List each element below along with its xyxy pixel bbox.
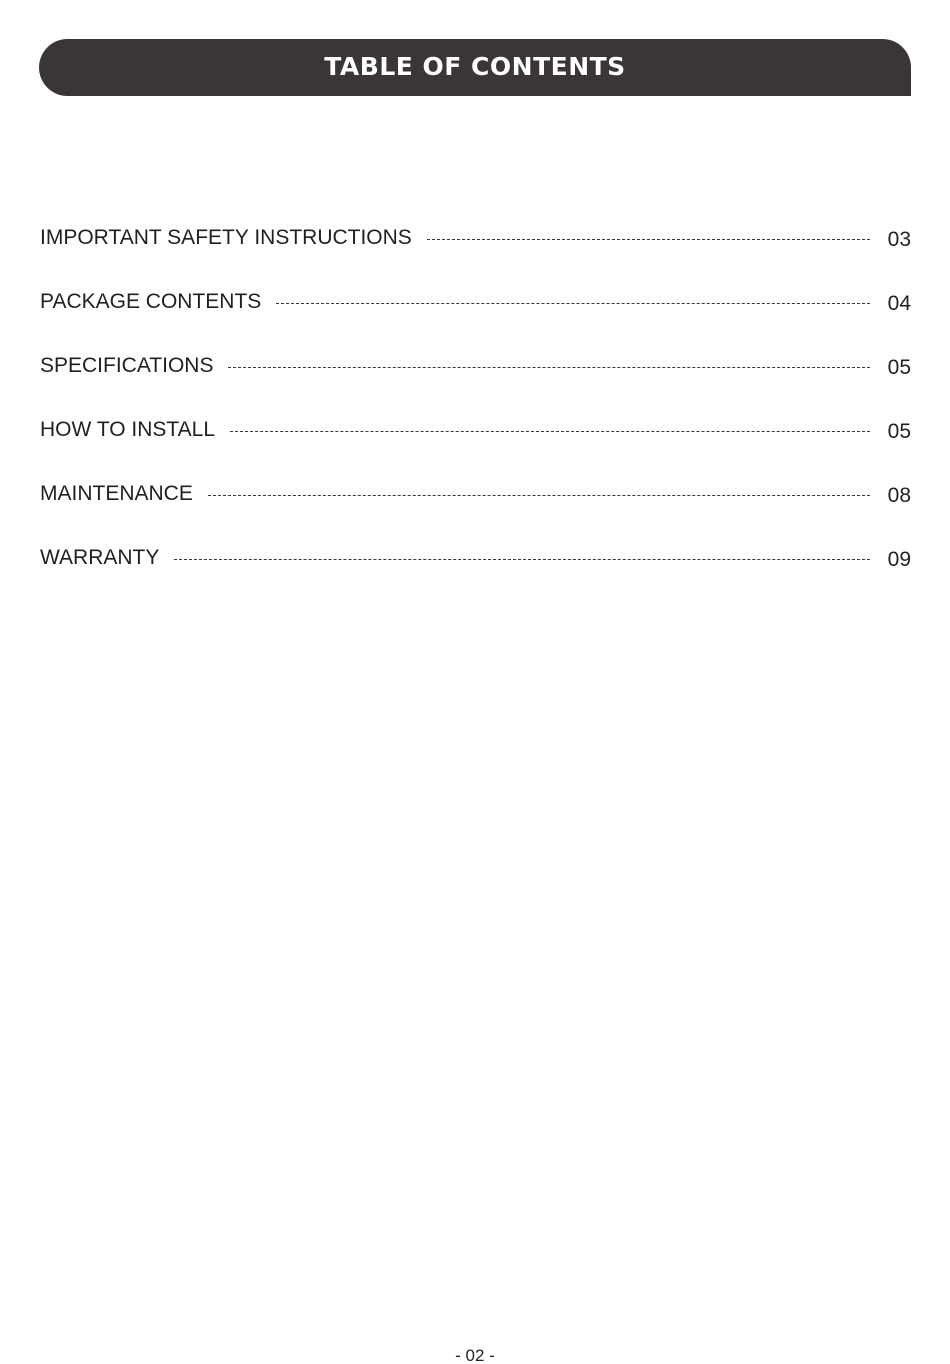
toc-entry[interactable]	[40, 254, 911, 318]
toc-header-bar	[39, 39, 911, 96]
toc-entry-label: PACKAGE CONTENTS	[40, 290, 262, 313]
page-title: TABLE OF CONTENTS	[324, 52, 626, 81]
footer-page-number: - 02 -	[455, 1346, 495, 1364]
toc-entry[interactable]	[40, 446, 911, 510]
toc-entry[interactable]	[40, 222, 911, 254]
toc-entry-page: 05	[887, 356, 911, 379]
toc-entry-page: 05	[887, 420, 911, 443]
toc-dot-leader	[228, 367, 870, 368]
toc-entry[interactable]	[40, 318, 911, 382]
toc-dot-leader	[230, 431, 870, 432]
toc-entry-label: HOW TO INSTALL	[40, 418, 216, 441]
toc-dot-leader	[208, 495, 870, 496]
toc-entry-label: WARRANTY	[40, 546, 160, 569]
toc-dot-leader	[174, 559, 870, 560]
toc-list	[40, 222, 911, 574]
toc-entry-page: 09	[887, 548, 911, 571]
toc-entry[interactable]	[40, 510, 911, 574]
toc-entry-page: 03	[887, 228, 911, 251]
toc-entry-page: 08	[887, 484, 911, 507]
toc-dot-leader	[276, 303, 870, 304]
toc-entry-label: IMPORTANT SAFETY INSTRUCTIONS	[40, 226, 412, 249]
toc-entry-label: MAINTENANCE	[40, 482, 193, 505]
toc-dot-leader	[427, 239, 870, 240]
toc-entry-page: 04	[887, 292, 911, 315]
toc-entry[interactable]	[40, 382, 911, 446]
toc-entry-label: SPECIFICATIONS	[40, 354, 214, 377]
